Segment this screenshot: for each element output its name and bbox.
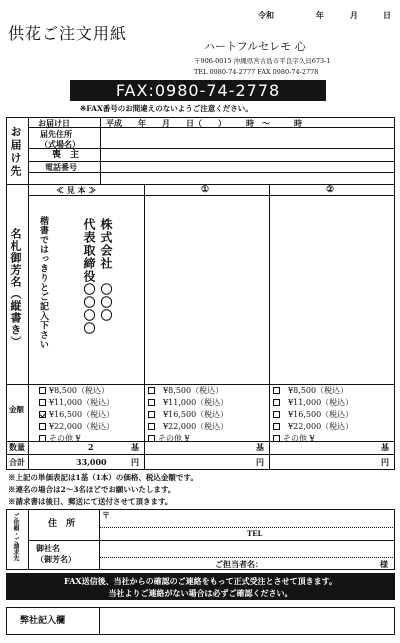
price-other[interactable]: その他 ¥ xyxy=(148,433,268,445)
column-2-price-options xyxy=(273,385,393,445)
delivery-date-label: お届け日 xyxy=(38,118,70,128)
phone-label: 電話番号 xyxy=(45,162,77,172)
column-1-header: ① xyxy=(201,185,210,195)
name-card-entry-2[interactable] xyxy=(270,196,394,383)
note-invoice: ※請求書は後日、郵送にて送付させて頂きます。 xyxy=(8,497,173,506)
price-option[interactable]: ¥22,000（税込） xyxy=(148,421,268,433)
date-era-label: 令和 xyxy=(258,10,274,20)
page-title: 供花ご注文用紙 xyxy=(8,24,128,43)
quantity-label: 数量 xyxy=(9,442,25,452)
date-day-label: 日 xyxy=(383,10,391,20)
price-option[interactable]: ¥16,500（税込） xyxy=(148,409,268,421)
sample-price-option: ¥16,500（税込） xyxy=(39,409,143,421)
sample-price-option: ¥22,000（税込） xyxy=(39,421,143,433)
price-other[interactable]: その他 ¥ xyxy=(273,433,393,445)
price-option[interactable]: ¥11,000（税込） xyxy=(148,397,268,409)
column-2-quantity-unit: 基 xyxy=(381,442,389,452)
checkbox-icon[interactable] xyxy=(148,423,155,430)
name-card-section-label: 名札御芳名（縦書き） xyxy=(9,228,22,348)
checkbox-icon xyxy=(39,423,46,430)
name-card-entry-1[interactable] xyxy=(145,196,268,383)
note-price-basis: ※上記の単価表記は1基（1本）の価格、税込金額です。 xyxy=(8,473,198,482)
column-1-total-field[interactable] xyxy=(145,455,250,469)
checkbox-icon[interactable] xyxy=(148,387,155,394)
sample-quantity-value: 2 xyxy=(88,442,94,452)
checkbox-icon[interactable] xyxy=(273,411,280,418)
price-option[interactable]: ¥8,500（税込） xyxy=(148,385,268,397)
sample-price-option: ¥11,000（税込） xyxy=(39,397,143,409)
sample-total-value: 33,000 xyxy=(76,457,107,467)
sample-name-line-1: 〇〇〇 xyxy=(99,283,113,322)
note-joint-names: ※連名の場合は2〜3名ほどでお願いいたします。 xyxy=(8,485,176,494)
shop-tel-fax: TEL 0980-74-2777 FAX 0980-74-2778 xyxy=(194,68,319,76)
company-label: 御社名 （御芳名） xyxy=(36,543,76,564)
checkbox-icon[interactable] xyxy=(148,399,155,406)
shop-address: 〒906-0015 沖縄県宮古島市平良字久貝673-1 xyxy=(194,57,331,65)
confirmation-line-2: 当社よりご連絡がない場合は必ずご確認ください。 xyxy=(108,588,293,598)
company-name-field[interactable] xyxy=(100,541,394,556)
checkbox-icon xyxy=(39,387,46,394)
date-year-label: 年 xyxy=(316,10,324,20)
fax-number: FAX:0980-74-2778 xyxy=(115,81,281,100)
postal-mark: 〒 xyxy=(102,510,110,520)
column-1-quantity-unit: 基 xyxy=(256,442,264,452)
requester-address-label: 住 所 xyxy=(48,519,76,529)
checkbox-icon xyxy=(39,399,46,406)
sample-price-options xyxy=(39,385,143,445)
person-suffix: 様 xyxy=(380,559,388,569)
amount-label: 金額 xyxy=(9,405,24,414)
office-use-field xyxy=(100,608,394,634)
total-label: 合計 xyxy=(9,457,25,467)
requester-tel-label: TEL xyxy=(247,529,263,538)
checkbox-icon[interactable] xyxy=(273,399,280,406)
phone-field[interactable] xyxy=(101,162,394,172)
chief-mourner-label: 喪 主 xyxy=(52,150,80,160)
price-option[interactable]: ¥22,000（税込） xyxy=(273,421,393,433)
chief-mourner-field[interactable] xyxy=(101,149,394,160)
column-1-price-options xyxy=(148,385,268,445)
delivery-section-label: お届け先 xyxy=(9,126,22,178)
name-card-note: 楷書ではっきりとご記入下さい xyxy=(38,216,48,349)
date-month-label: 月 xyxy=(350,10,358,20)
column-2-quantity-field[interactable] xyxy=(270,442,375,453)
price-option[interactable]: ¥8,500（税込） xyxy=(273,385,393,397)
office-use-label: 弊社記入欄 xyxy=(20,616,66,626)
sample-total-unit: 円 xyxy=(131,457,139,467)
delivery-address-label: 届先住所 （式場名） xyxy=(40,129,80,149)
column-2-total-field[interactable] xyxy=(270,455,375,469)
checkbox-icon[interactable] xyxy=(273,423,280,430)
column-1-total-unit: 円 xyxy=(256,457,264,467)
price-option[interactable]: ¥16,500（税込） xyxy=(273,409,393,421)
requester-section-label: ご依頼・ご請求先 xyxy=(12,513,19,561)
checkbox-icon[interactable] xyxy=(273,387,280,394)
checkbox-icon[interactable] xyxy=(148,411,155,418)
delivery-date-value[interactable]: 平成 年 月 日（ ） 時 〜 時 xyxy=(106,118,302,128)
shop-name: ハートフルセレモ 心 xyxy=(204,40,306,53)
column-2-total-unit: 円 xyxy=(381,457,389,467)
person-label: ご担当者名： xyxy=(215,559,263,569)
column-2-header: ② xyxy=(326,185,335,195)
sample-title-line: 代表取締役 xyxy=(82,218,96,283)
sample-column-header: ≪ 見 本 ≫ xyxy=(56,185,97,195)
sample-company-line: 株式会社 xyxy=(99,218,113,270)
fax-warning: ※FAX番号のお間違えのないようご注意ください。 xyxy=(80,104,253,113)
column-1-quantity-field[interactable] xyxy=(145,442,250,453)
delivery-address-field[interactable] xyxy=(101,128,394,147)
sample-name-line-2: 〇〇〇〇 xyxy=(82,283,96,335)
fax-banner xyxy=(70,80,326,101)
sample-price-other: その他 ¥ xyxy=(39,433,143,445)
sample-price-option: ¥8,500（税込） xyxy=(39,385,143,397)
checked-checkbox-icon xyxy=(39,411,46,418)
confirmation-banner xyxy=(6,573,395,600)
price-option[interactable]: ¥11,000（税込） xyxy=(273,397,393,409)
person-name-field[interactable] xyxy=(268,558,376,569)
sample-quantity-unit: 基 xyxy=(131,442,139,452)
confirmation-line-1: FAX送信後、当社からの確認のご連絡をもって正式受注とさせて頂きます。 xyxy=(64,576,337,586)
